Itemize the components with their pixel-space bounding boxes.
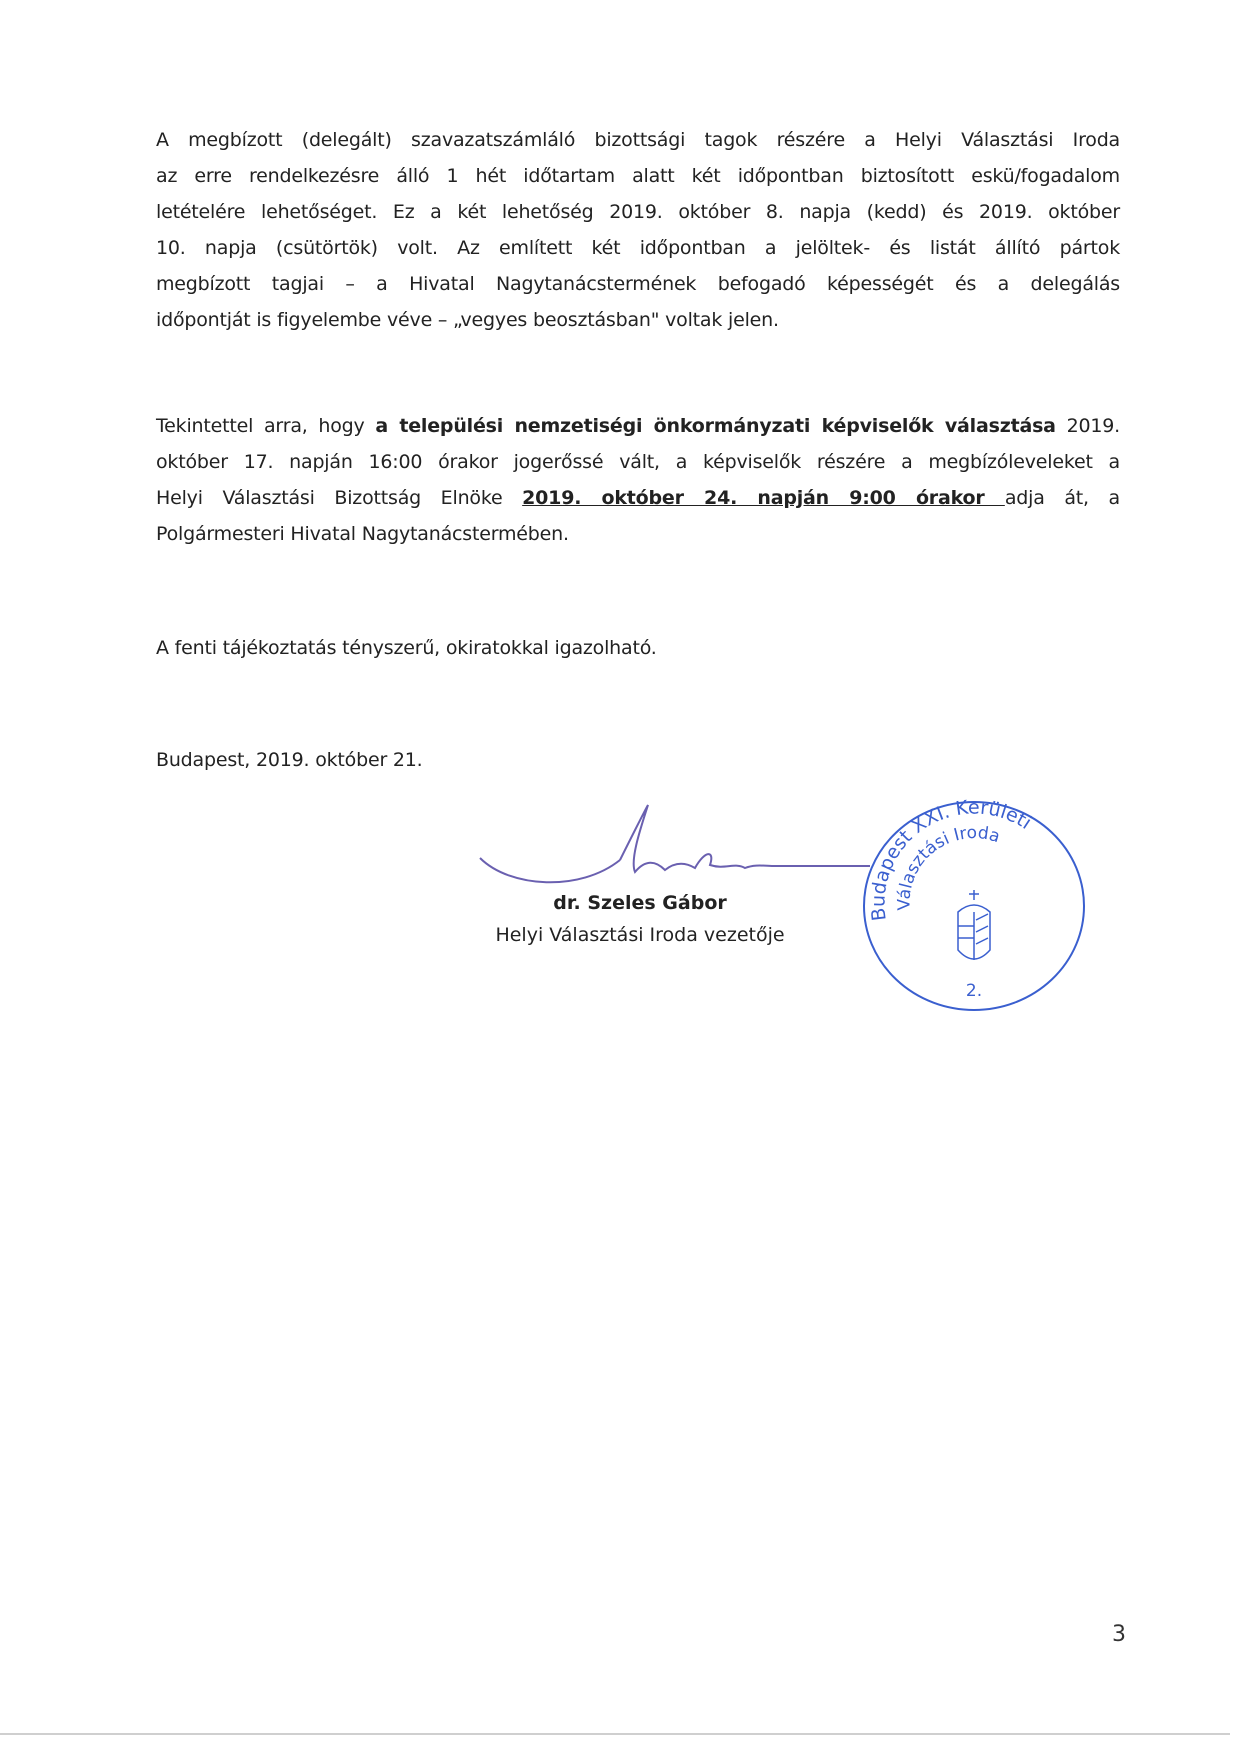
text-line: időpontját is figyelembe véve – „vegyes beosztásban" voltak jelen. <box>156 309 779 331</box>
stamp-inner-text: Választási Iroda <box>894 822 1003 911</box>
text-line: megbízott tagjai – a Hivatal Nagytanácstermének befogadó képességét és a delegálás <box>156 273 1120 295</box>
text-line: Tekintettel arra, hogy a települési nemzetiségi önkormányzati képviselők választása 2019. <box>156 415 1121 437</box>
underlined-date-time: 2019. október 24. napján 9:00 órakor <box>522 487 1005 509</box>
page-bottom-edge <box>0 1733 1230 1735</box>
paragraph-delegates <box>156 122 1120 338</box>
paragraph-credentials <box>156 408 1120 552</box>
text-line: 10. napja (csütörtök) volt. Az említett két időpontban a jelöltek- és listát állító pártok <box>156 237 1120 259</box>
signatory-name: dr. Szeles Gábor <box>553 892 727 914</box>
handwritten-signature <box>470 800 880 895</box>
bold-election-name: a települési nemzetiségi önkormányzati képviselők választása <box>375 415 1056 437</box>
paragraph-statement: A fenti tájékoztatás tényszerű, okiratokkal igazolható. <box>156 637 657 659</box>
coat-of-arms-icon <box>958 890 990 960</box>
text-line: Helyi Választási Bizottság Elnöke 2019. október 24. napján 9:00 órakor adja át, a <box>156 487 1121 509</box>
text-line: az erre rendelkezésre álló 1 hét időtartam alatt két időpontban biztosított eskü/fogadalom <box>156 165 1120 187</box>
text-line: Polgármesteri Hivatal Nagytanácstermében. <box>156 523 569 545</box>
text-line: letételére lehetőséget. Ez a két lehetőség 2019. október 8. napja (kedd) és 2019. október <box>156 201 1120 223</box>
text-line: A megbízott (delegált) szavazatszámláló bizottsági tagok részére a Helyi Választási Iroda <box>156 129 1120 151</box>
text-line: október 17. napján 16:00 órakor jogerőssé vált, a képviselők részére a megbízóleveleket a <box>156 451 1120 473</box>
stamp-number: 2. <box>965 981 983 1001</box>
place-date: Budapest, 2019. október 21. <box>156 749 423 771</box>
page-number: 3 <box>1112 1622 1126 1647</box>
signatory-role: Helyi Választási Iroda vezetője <box>495 924 785 946</box>
official-stamp <box>858 790 1090 1015</box>
stamp-outer-text: Budapest XXI. Kerületi <box>867 796 1036 923</box>
